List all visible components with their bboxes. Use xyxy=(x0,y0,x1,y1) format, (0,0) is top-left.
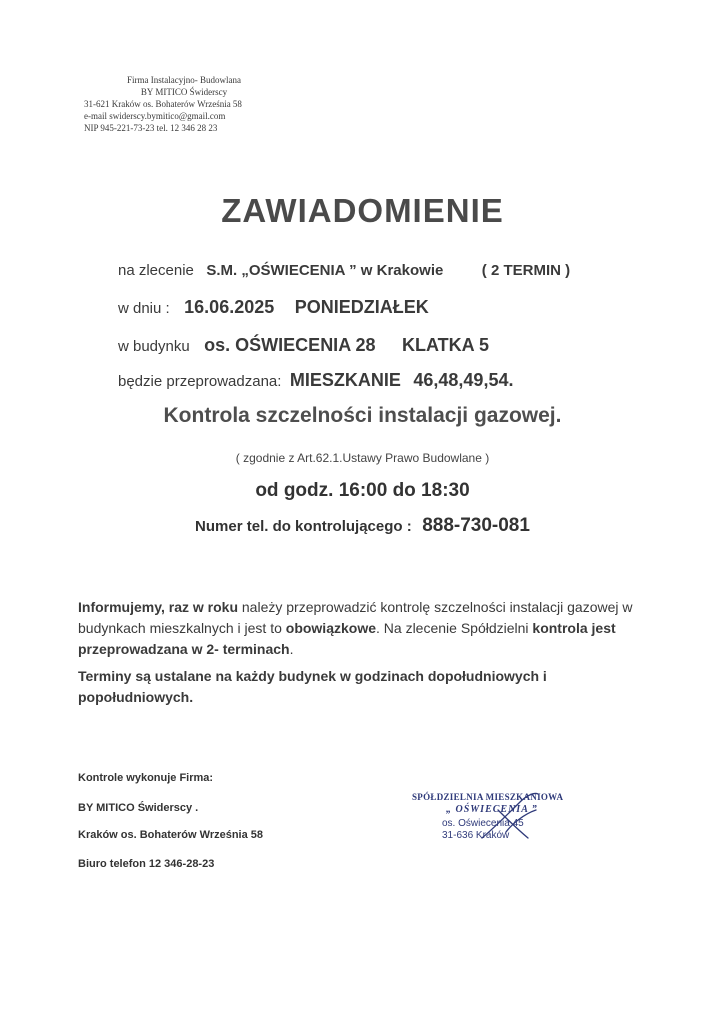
footer-performed-by: Kontrole wykonuje Firma: xyxy=(78,772,214,784)
order-label: na zlecenie xyxy=(118,262,194,279)
date-label: w dniu : xyxy=(118,300,170,317)
date-weekday: PONIEDZIAŁEK xyxy=(294,297,429,317)
footer-office-phone: Biuro telefon 12 346-28-23 xyxy=(78,858,215,870)
contact-row xyxy=(0,515,725,537)
building-label: w budynku xyxy=(118,338,190,355)
building-staircase: KLATKA 5 xyxy=(402,335,489,355)
apartments-numbers: 46,48,49,54. xyxy=(413,370,514,390)
letterhead-nip-phone: NIP 945-221-73-23 tel. 12 346 28 23 xyxy=(84,123,218,133)
info-mandatory: obowiązkowe xyxy=(285,620,376,636)
inspection-subject: Kontrola szczelności instalacji gazowej. xyxy=(163,404,562,427)
building-address: os. OŚWIECENIA 28 xyxy=(204,335,376,355)
info-two-terms: 2- terminach xyxy=(202,641,290,657)
legal-basis: ( zgodnie z Art.62.1.Ustawy Prawo Budowlane ) xyxy=(235,451,490,465)
letterhead-email: e-mail swiderscy.bymitico@gmail.com xyxy=(84,111,226,121)
stamp-line-2: „ OŚWIECENIA ” xyxy=(446,804,538,815)
letterhead-address: 31-621 Kraków os. Bohaterów Września 58 xyxy=(84,99,242,109)
contact-phone: 888-730-081 xyxy=(422,515,530,536)
notice-title: ZAWIADOMIENIE xyxy=(221,192,504,229)
info-text-2: . Na zlecenie Spółdzielni xyxy=(376,620,533,636)
signature-icon xyxy=(476,788,546,844)
contact-label: Numer tel. do kontrolującego : xyxy=(195,518,412,535)
info-text-1: należy przeprowadzić kontrolę szczelności instalacji gazowej w budynkach mieszkalnych i jest to xyxy=(78,599,633,636)
footer-address: Kraków os. Bohaterów Września 58 xyxy=(78,829,264,841)
apartments-row xyxy=(118,370,513,391)
info-control-done: kontrola jest przeprowadzana w xyxy=(78,620,616,657)
building-row xyxy=(118,335,489,356)
terms-paragraph: Terminy są ustalane na każdy budynek w godzinach dopołudniowych i popołudniowych. xyxy=(78,668,547,705)
footer-company-name: BY MITICO Świderscy . xyxy=(78,802,199,814)
letterhead-company-name: BY MITICO Świderscy xyxy=(140,87,228,97)
info-paragraph xyxy=(78,597,638,660)
date-row xyxy=(118,297,429,318)
order-client: S.M. „OŚWIECENIA ” w Krakowie xyxy=(206,262,444,279)
info-text-3: . xyxy=(289,641,294,657)
cooperative-stamp xyxy=(406,788,590,848)
inspection-hours: od godz. 16:00 do 18:30 xyxy=(255,480,470,501)
apartments-word: MIESZKANIE xyxy=(289,370,401,390)
stamp-line-4: 31-636 Kraków xyxy=(442,830,510,841)
stamp-line-1: SPÓŁDZIELNIA MIESZKANIOWA xyxy=(412,792,564,802)
order-term: ( 2 TERMIN ) xyxy=(481,262,571,279)
stamp-line-3: os. Oświecenia 45 xyxy=(442,818,524,829)
date-value: 16.06.2025 xyxy=(184,297,275,317)
letterhead-company-type: Firma Instalacyjno- Budowlana xyxy=(127,75,241,85)
info-once-a-year: Informujemy, raz w roku xyxy=(78,599,238,615)
order-row xyxy=(118,262,570,280)
apartments-label: będzie przeprowadzana: xyxy=(118,373,282,390)
company-letterhead xyxy=(84,74,284,134)
